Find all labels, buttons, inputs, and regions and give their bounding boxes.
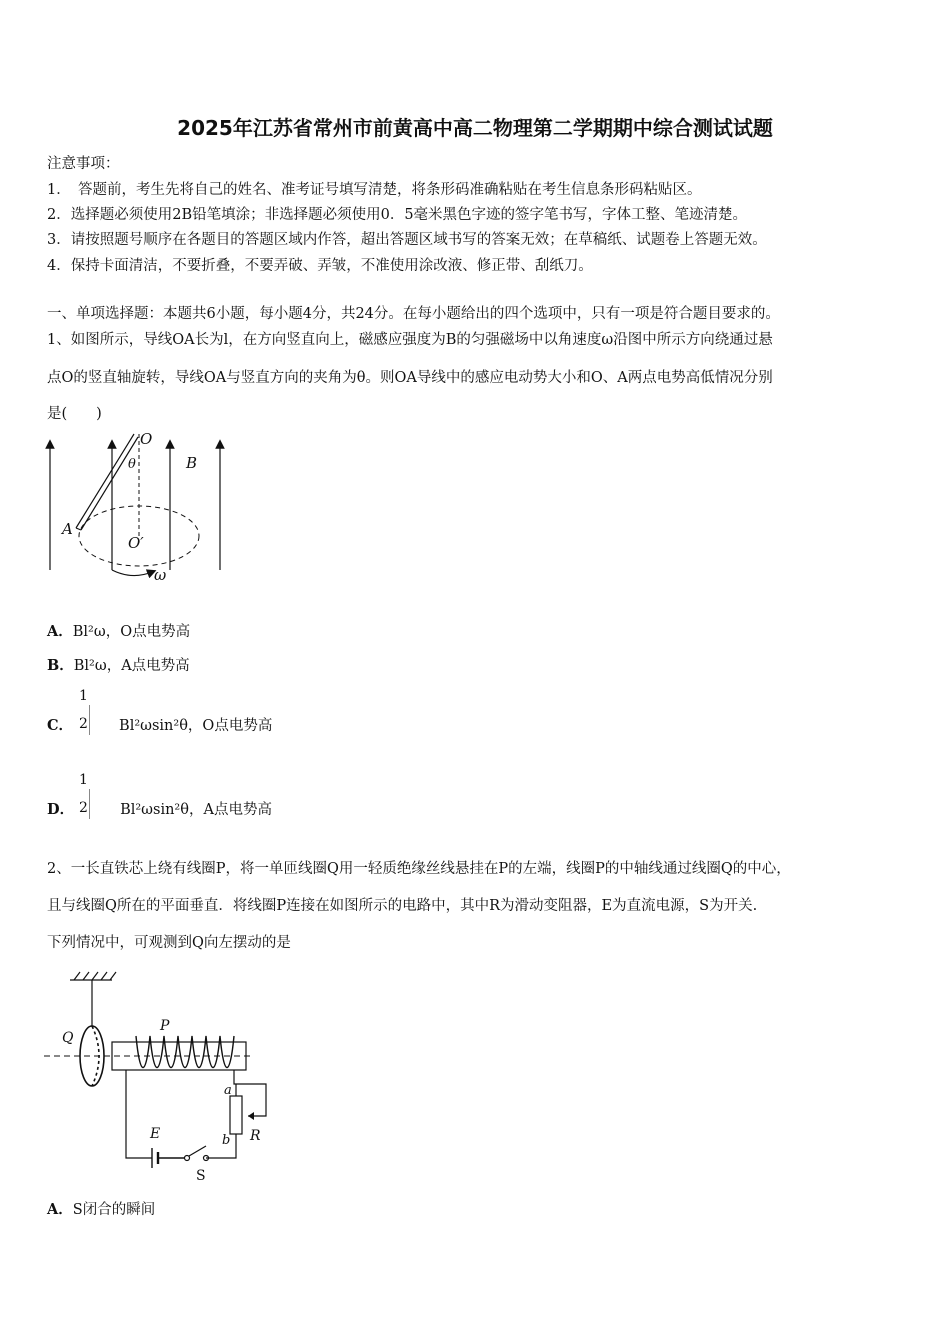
conductor-oa bbox=[76, 434, 138, 530]
q1-option-c-denominator: 2 bbox=[79, 716, 88, 732]
fraction-bar bbox=[89, 789, 90, 819]
q2-stem-line-2: 且与线圈Q所在的平面垂直．将线圈P连接在如图所示的电路中，其中R为滑动变阻器，E为直流电源，S为开关. bbox=[47, 898, 758, 914]
notice-item-1: 1． 答题前，考生先将自己的姓名、准考证号填写清楚，将条形码准确粘贴在考生信息条形码粘贴区。 bbox=[47, 182, 702, 198]
q1-stem-line-3: 是( ) bbox=[47, 406, 102, 422]
label-omega: ω bbox=[154, 566, 167, 584]
notice-item-4: 4．保持卡面清洁，不要折叠，不要弄破、弄皱，不准使用涂改液、修正带、刮纸刀。 bbox=[47, 258, 593, 274]
option-text: S闭合的瞬间 bbox=[72, 1202, 156, 1218]
q1-option-a[interactable] bbox=[47, 620, 190, 641]
switch-s bbox=[185, 1146, 209, 1161]
page-title: 2025年江苏省常州市前黄高中高二物理第二学期期中综合测试试题 bbox=[177, 116, 773, 140]
coil-p-windings bbox=[136, 1036, 234, 1068]
rotation-arrow bbox=[112, 570, 152, 576]
notice-heading: 注意事项： bbox=[47, 156, 120, 172]
q1-figure bbox=[40, 428, 240, 588]
coil-q bbox=[80, 1026, 104, 1086]
battery-e bbox=[152, 1148, 184, 1168]
slider-arrow bbox=[248, 1112, 254, 1120]
option-key: C． bbox=[47, 717, 74, 734]
label-b: b bbox=[222, 1133, 231, 1148]
option-text: Bl²ω，O点电势高 bbox=[72, 624, 191, 640]
label-theta: θ bbox=[128, 457, 136, 472]
section-heading: 一、单项选择题：本题共6小题，每小题4分，共24分。在每小题给出的四个选项中，只有一项是符合题目要求的。 bbox=[47, 306, 780, 322]
notice-item-3: 3．请按照题号顺序在各题目的答题区域内作答，超出答题区域书写的答案无效；在草稿纸、试题卷上答题无效。 bbox=[47, 232, 767, 248]
label-p: P bbox=[160, 1018, 170, 1034]
label-o-prime: O′ bbox=[128, 534, 144, 552]
label-a: a bbox=[224, 1083, 232, 1098]
label-b: B bbox=[186, 454, 198, 472]
ceiling-support bbox=[70, 972, 116, 1026]
q1-stem-line-2: 点O的竖直轴旋转，导线OA与竖直方向的夹角为θ。则OA导线中的感应电动势大小和O、A两点电势高低情况分别 bbox=[47, 370, 773, 386]
q1-option-c-numerator: 1 bbox=[79, 688, 88, 704]
fraction-bar bbox=[89, 705, 90, 735]
label-o: O bbox=[140, 430, 153, 448]
option-key: A． bbox=[47, 623, 73, 640]
q2-option-a[interactable] bbox=[47, 1198, 155, 1219]
q1-option-d-numerator: 1 bbox=[79, 772, 88, 788]
notice-item-2: 2．选择题必须使用2B铅笔填涂；非选择题必须使用0．5毫米黑色字迹的签字笔书写，字体工整、笔迹清楚。 bbox=[47, 207, 748, 223]
option-text: Bl²ωsin²θ，A点电势高 bbox=[120, 802, 272, 818]
q1-stem-line-1: 1、如图所示，导线OA长为l，在方向竖直向上，磁感应强度为B的匀强磁场中以角速度ω沿图中所示方向绕通过悬 bbox=[47, 332, 773, 348]
option-text: Bl²ωsin²θ，O点电势高 bbox=[119, 718, 273, 734]
rheostat-r bbox=[230, 1096, 242, 1134]
q1-option-b[interactable] bbox=[47, 654, 190, 675]
q1-option-d-denominator: 2 bbox=[79, 800, 88, 816]
label-e: E bbox=[150, 1126, 161, 1142]
label-r: R bbox=[250, 1128, 261, 1144]
circuit-wires bbox=[126, 1070, 266, 1158]
q2-stem-line-3: 下列情况中，可观测到Q向左摆动的是 bbox=[47, 935, 291, 951]
q2-figure bbox=[40, 966, 290, 1186]
label-q: Q bbox=[62, 1030, 74, 1046]
label-s: S bbox=[196, 1168, 206, 1184]
option-key: A． bbox=[47, 1201, 73, 1218]
option-key: B． bbox=[47, 657, 74, 674]
option-text: Bl²ω，A点电势高 bbox=[73, 658, 190, 674]
option-key: D． bbox=[47, 801, 75, 818]
label-a: A bbox=[62, 520, 73, 538]
q2-stem-line-1: 2、一长直铁芯上绕有线圈P，将一单匝线圈Q用一轻质绝缘丝线悬挂在P的左端，线圈P的中轴线通过线圈Q的中心， bbox=[47, 861, 791, 877]
